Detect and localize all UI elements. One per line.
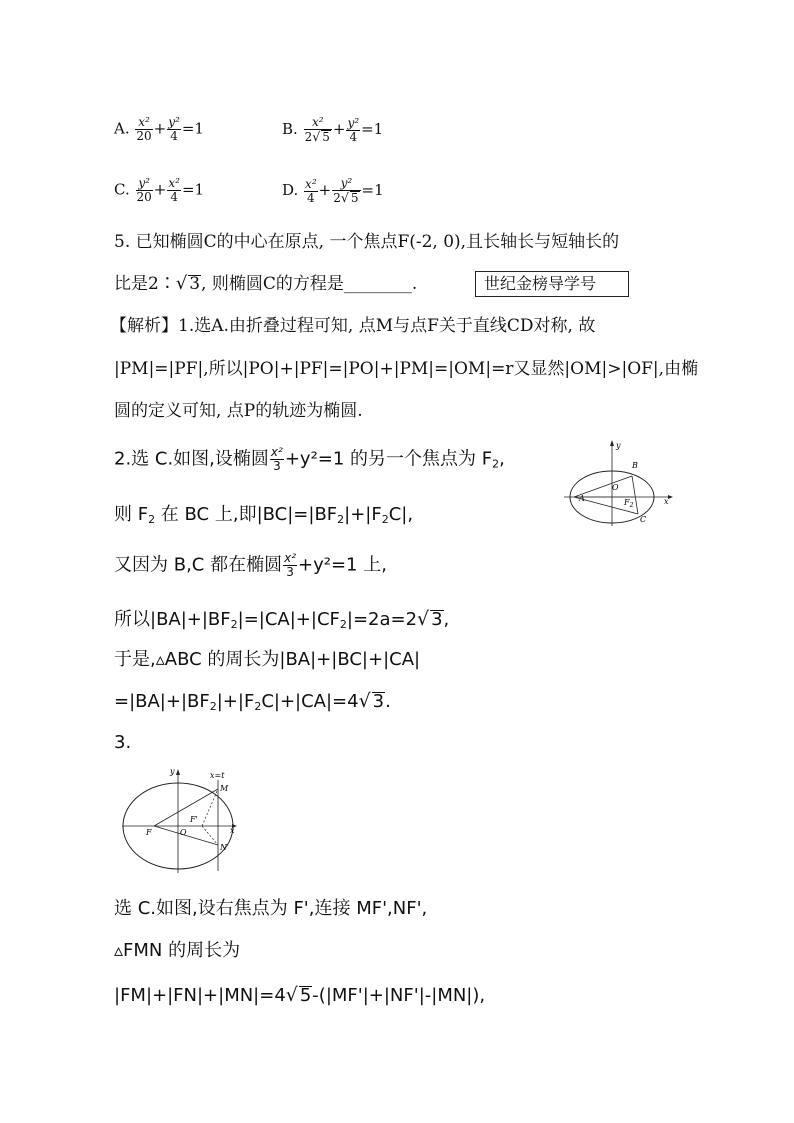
subscript: 2 bbox=[339, 618, 347, 631]
frac-den bbox=[332, 191, 360, 205]
ellipse-figure-2 bbox=[560, 438, 680, 530]
x-axis-arrow-icon bbox=[668, 495, 673, 499]
segment-fm bbox=[154, 789, 218, 826]
frac-num: x² bbox=[168, 176, 180, 190]
s3-line2: ▵FMN 的周长为 bbox=[114, 940, 241, 961]
s2-line6 bbox=[114, 689, 391, 714]
frac-num: y² bbox=[347, 115, 360, 130]
subscript: 2 bbox=[230, 618, 238, 631]
option-c-frac2 bbox=[167, 177, 181, 204]
text: , bbox=[499, 448, 505, 470]
label-x: x bbox=[664, 497, 669, 506]
analysis-line2: |PM|=|PF|,所以|PO|+|PF|=|PO|+|PM|=|OM|=r又显然|OM|>|OF|,由椭 bbox=[114, 359, 699, 379]
plus-sign: + bbox=[318, 181, 332, 199]
radicand: 5 bbox=[350, 191, 359, 205]
s3-line1: 选 C.如图,设右焦点为 F',连接 MF',NF', bbox=[114, 898, 428, 919]
option-a-frac1 bbox=[135, 116, 152, 143]
label-n: N bbox=[220, 843, 227, 852]
frac-num: x² bbox=[135, 116, 152, 130]
radicand: 5 bbox=[299, 985, 312, 1006]
label-a: A bbox=[579, 494, 585, 503]
equals-one: =1 bbox=[361, 120, 384, 138]
frac-num: x² bbox=[305, 176, 317, 191]
text: , bbox=[443, 609, 450, 630]
text: 又因为 B,C 都在椭圆 bbox=[114, 554, 283, 576]
text: +y²=1 上, bbox=[298, 554, 387, 576]
frac-den: 20 bbox=[136, 190, 152, 204]
s2-line4 bbox=[114, 607, 449, 632]
option-b-frac2 bbox=[346, 117, 360, 144]
ellipse-figure-3 bbox=[118, 765, 248, 877]
sqrt-symbol: √ bbox=[175, 273, 188, 294]
s3-number: 3. bbox=[114, 732, 132, 753]
s3-line3 bbox=[114, 983, 485, 1008]
text: 2.选 C.如图,设椭圆 bbox=[114, 448, 269, 470]
text: |+|F bbox=[216, 691, 255, 712]
sqrt-symbol: √ bbox=[358, 690, 371, 712]
q5-line2 bbox=[114, 272, 417, 296]
text: 所以|BA|+|BF bbox=[114, 609, 231, 630]
equals-one: =1 bbox=[181, 180, 205, 199]
analysis-line1 bbox=[110, 314, 595, 338]
option-a bbox=[114, 116, 204, 143]
frac-den: 3 bbox=[286, 565, 294, 579]
subscript: 2 bbox=[209, 700, 217, 713]
frac-num: y² bbox=[332, 177, 360, 191]
subscript: 2 bbox=[254, 700, 262, 713]
label-c: C bbox=[640, 515, 647, 524]
text: |=2a=2 bbox=[346, 609, 418, 630]
option-b-label: B. bbox=[282, 120, 298, 138]
analysis-line3: 圆的定义可知, 点P的轨迹为椭圆. bbox=[114, 401, 363, 421]
label-b: B bbox=[632, 461, 638, 470]
plus-sign: + bbox=[332, 120, 346, 138]
text: |=|CA|+|CF bbox=[237, 609, 340, 630]
frac-num: y² bbox=[168, 115, 180, 129]
label-x: x bbox=[230, 826, 235, 835]
label-y: y bbox=[170, 767, 175, 776]
radicand: 5 bbox=[322, 130, 330, 144]
frac-den: 4 bbox=[170, 190, 178, 204]
frac bbox=[283, 552, 297, 579]
label-f-sub: 2 bbox=[629, 502, 634, 509]
frac-num: x² bbox=[284, 551, 297, 565]
tag-box: 世纪金榜导学号 bbox=[475, 271, 629, 297]
option-d-frac2 bbox=[332, 177, 360, 205]
analysis-text: 1.选A.由折叠过程可知, 点M与点F关于直线CD对称, 故 bbox=[178, 316, 596, 336]
frac-den: 3 bbox=[273, 459, 281, 473]
label-o: O bbox=[612, 483, 619, 492]
option-a-frac2 bbox=[167, 116, 181, 143]
label-y: y bbox=[616, 441, 621, 450]
segment-nfp bbox=[202, 826, 218, 845]
analysis-heading: 【解析】 bbox=[110, 316, 178, 336]
option-a-label: A. bbox=[114, 119, 130, 138]
frac-den bbox=[304, 130, 332, 144]
option-d-label: D. bbox=[282, 181, 299, 199]
text: +y²=1 的另一个焦点为 F bbox=[284, 448, 493, 470]
label-o: O bbox=[180, 828, 187, 837]
s2-line3 bbox=[114, 552, 387, 579]
equals-one: =1 bbox=[361, 181, 384, 199]
label-f2 bbox=[623, 498, 634, 509]
frac-den: 4 bbox=[307, 190, 315, 205]
label-x-t: x=t bbox=[210, 771, 225, 780]
text: 在 BC 上,即|BC|=|BF bbox=[155, 504, 338, 525]
text: |+|F bbox=[344, 504, 382, 525]
option-c-frac1 bbox=[136, 177, 153, 204]
plus-sign: + bbox=[153, 180, 167, 199]
subscript: 2 bbox=[381, 513, 389, 526]
y-axis-arrow-icon bbox=[610, 440, 614, 446]
frac-den: 4 bbox=[170, 129, 178, 143]
subscript: 2 bbox=[337, 513, 345, 526]
text: C|+|CA|=4 bbox=[261, 691, 359, 712]
radicand: 3 bbox=[372, 691, 385, 712]
s2-line5: 于是,▵ABC 的周长为|BA|+|BC|+|CA| bbox=[114, 649, 421, 670]
option-c bbox=[114, 177, 204, 204]
label-m: M bbox=[220, 784, 229, 793]
label-f: F bbox=[624, 498, 630, 507]
q5-line1: 5. 已知椭圆C的中心在原点, 一个焦点F(-2, 0),且长轴长与短轴长的 bbox=[114, 232, 620, 252]
label-f: F bbox=[146, 828, 152, 837]
text: C|, bbox=[388, 504, 414, 525]
subscript: 2 bbox=[148, 513, 156, 526]
frac-num: x² bbox=[270, 445, 283, 459]
text: . bbox=[385, 691, 391, 712]
coef: 2 bbox=[333, 191, 341, 205]
radicand: 3 bbox=[431, 609, 443, 630]
sqrt-symbol: √ bbox=[340, 190, 349, 205]
text: =|BA|+|BF bbox=[114, 691, 210, 712]
sqrt-symbol: √ bbox=[417, 608, 430, 630]
equals-one: =1 bbox=[181, 119, 204, 138]
frac-den: 4 bbox=[349, 129, 358, 144]
option-c-label: C. bbox=[114, 180, 130, 199]
radicand: 3 bbox=[189, 274, 201, 294]
q5-question: , 则椭圆C的方程是________. bbox=[201, 274, 418, 294]
plus-sign: + bbox=[153, 119, 167, 138]
subscript: 2 bbox=[492, 457, 500, 471]
y-axis-arrow-icon bbox=[176, 769, 180, 775]
option-b-frac1 bbox=[304, 116, 332, 144]
frac-num: y² bbox=[136, 177, 153, 191]
q5-ratio: 比是2∶ bbox=[114, 274, 176, 294]
option-b bbox=[282, 116, 383, 144]
text: |FM|+|FN|+|MN|=4 bbox=[114, 985, 286, 1006]
text: 则 F bbox=[114, 504, 149, 525]
frac-num: x² bbox=[304, 116, 332, 130]
s2-line2 bbox=[114, 503, 413, 527]
coef: 2 bbox=[304, 130, 313, 144]
option-d bbox=[282, 177, 384, 205]
frac-den: 20 bbox=[136, 129, 152, 143]
option-d-frac1 bbox=[304, 178, 318, 205]
sqrt-symbol: √ bbox=[312, 129, 321, 144]
label-f-prime: F' bbox=[190, 815, 198, 824]
s2-line1 bbox=[114, 446, 505, 473]
sqrt-symbol: √ bbox=[285, 984, 298, 1006]
text: -(|MF'|+|NF'|-|MN|), bbox=[312, 985, 486, 1006]
frac bbox=[270, 446, 284, 473]
